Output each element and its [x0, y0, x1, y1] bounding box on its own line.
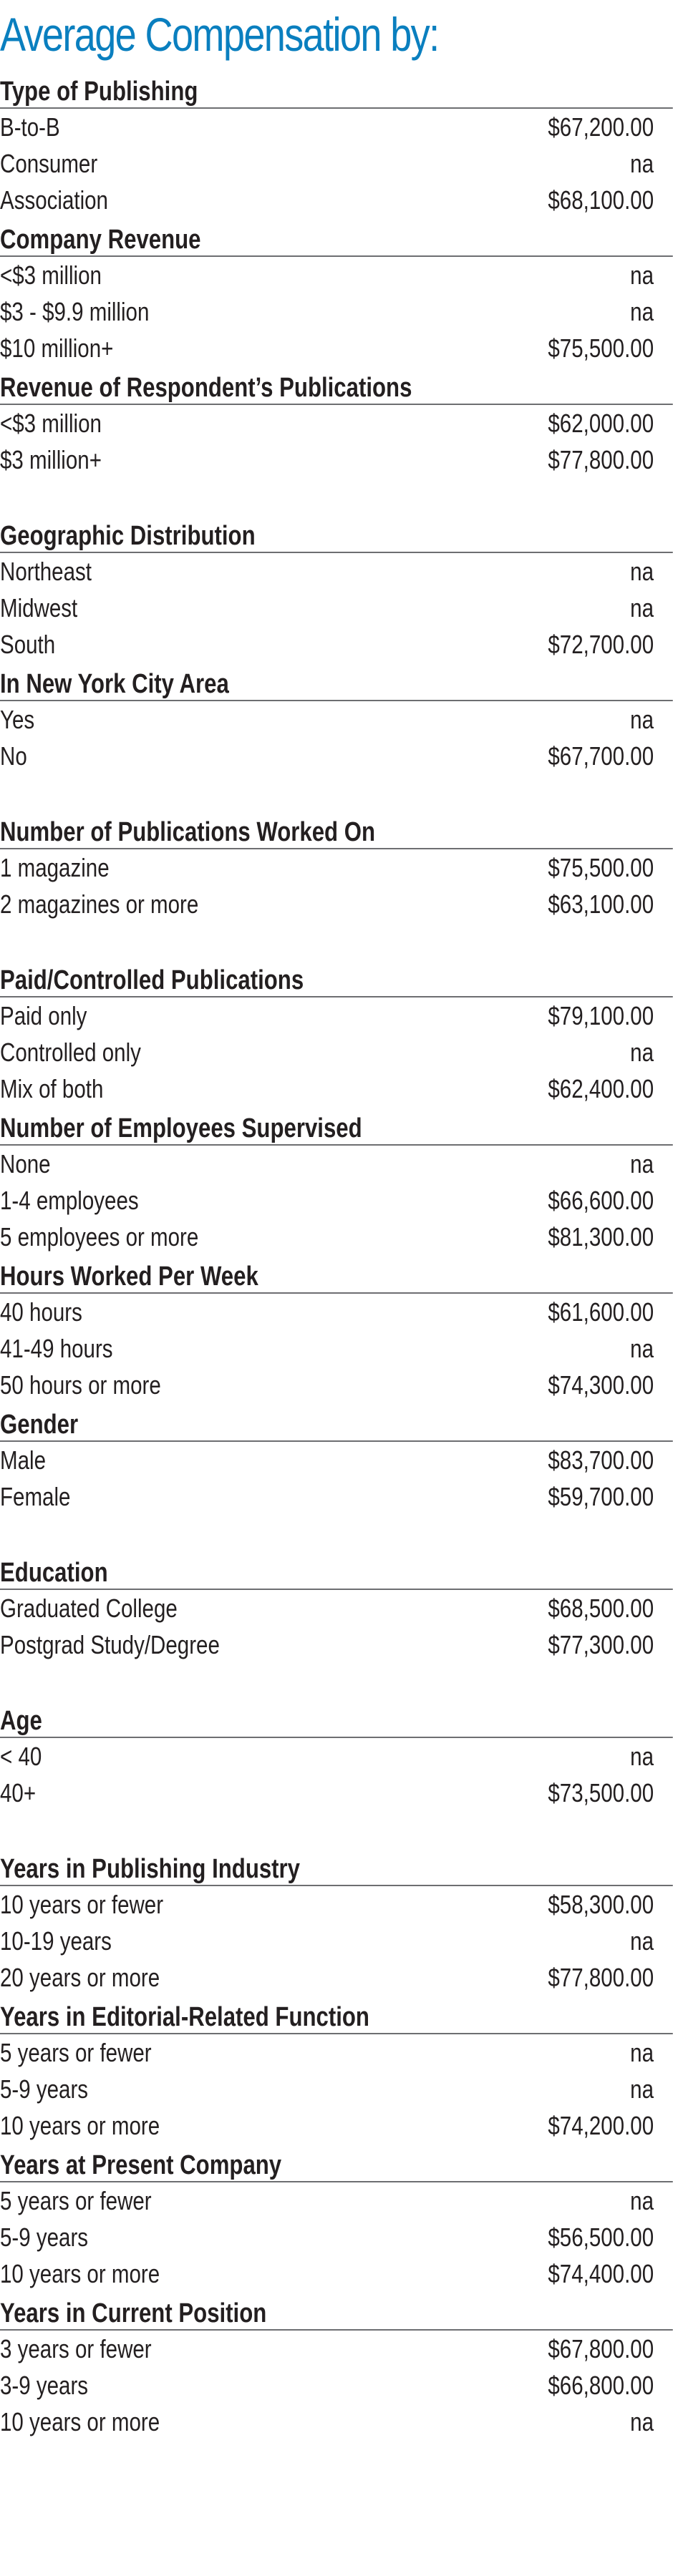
- section-heading: In New York City Area: [0, 667, 673, 701]
- row-label: 10 years or more: [0, 2259, 160, 2288]
- section-rows: [0, 1146, 673, 1255]
- table-row: [0, 109, 673, 145]
- row-label: 40 hours: [0, 1297, 82, 1327]
- table-row: [0, 2071, 673, 2107]
- section: [0, 1556, 673, 1704]
- row-value: $74,400.00: [548, 2259, 654, 2288]
- section: [0, 2296, 673, 2444]
- section-heading: Years in Current Position: [0, 2296, 673, 2331]
- section-heading: Years at Present Company: [0, 2148, 673, 2182]
- row-value: $58,300.00: [548, 1890, 654, 1919]
- section-rows: [0, 257, 673, 366]
- row-value: na: [630, 1038, 654, 1067]
- row-value: $67,800.00: [548, 2334, 654, 2363]
- table-row: [0, 2404, 673, 2440]
- row-value: na: [630, 297, 654, 326]
- row-label: 10 years or more: [0, 2111, 160, 2140]
- row-label: Paid only: [0, 1001, 87, 1030]
- section: [0, 223, 673, 371]
- row-label: Male: [0, 1445, 46, 1475]
- row-label: Mix of both: [0, 1074, 104, 1103]
- row-value: $75,500.00: [548, 333, 654, 363]
- section-rows: [0, 405, 673, 478]
- table-row: [0, 1923, 673, 1959]
- section: [0, 1111, 673, 1259]
- section: [0, 1852, 673, 2000]
- row-label: 10 years or fewer: [0, 1890, 164, 1919]
- table-row: [0, 1442, 673, 1478]
- row-value: $56,500.00: [548, 2223, 654, 2252]
- section: [0, 371, 673, 519]
- table-row: [0, 2182, 673, 2219]
- row-value: $74,200.00: [548, 2111, 654, 2140]
- row-value: na: [630, 2407, 654, 2436]
- table-row: [0, 997, 673, 1034]
- table-row: [0, 1146, 673, 1182]
- section-rows: [0, 2182, 673, 2292]
- page-title: Average Compensation by:: [0, 8, 439, 61]
- row-value: $63,100.00: [548, 889, 654, 919]
- section: [0, 2000, 673, 2148]
- row-value: na: [630, 149, 654, 178]
- table-row: [0, 2255, 673, 2292]
- table-row: [0, 330, 673, 366]
- row-label: No: [0, 741, 27, 771]
- section-rows: [0, 553, 673, 667]
- section: [0, 2148, 673, 2296]
- row-label: 40+: [0, 1778, 37, 1807]
- table-row: [0, 1182, 673, 1219]
- section-heading: Gender: [0, 1407, 673, 1442]
- row-label: 5 years or fewer: [0, 2186, 152, 2215]
- section: [0, 815, 673, 963]
- table-row: [0, 2219, 673, 2255]
- section-heading: Geographic Distribution: [0, 519, 673, 553]
- section-heading: Type of Publishing: [0, 74, 673, 109]
- row-value: $79,100.00: [548, 1001, 654, 1030]
- section-rows: [0, 2331, 673, 2440]
- row-value: $74,300.00: [548, 1370, 654, 1400]
- row-value: na: [630, 557, 654, 586]
- table-row: [0, 405, 673, 441]
- table-row: [0, 590, 673, 626]
- row-value: $77,800.00: [548, 445, 654, 474]
- section-rows: [0, 2034, 673, 2144]
- table-row: [0, 886, 673, 922]
- row-value: $73,500.00: [548, 1778, 654, 1807]
- row-value: $62,000.00: [548, 409, 654, 438]
- row-label: 5 years or fewer: [0, 2038, 152, 2067]
- row-label: Northeast: [0, 557, 92, 586]
- table-row: [0, 1886, 673, 1923]
- table-row: [0, 1034, 673, 1070]
- table-row: [0, 257, 673, 293]
- row-value: na: [630, 705, 654, 734]
- row-label: 3-9 years: [0, 2371, 89, 2400]
- row-label: 1-4 employees: [0, 1186, 139, 1215]
- section: [0, 1704, 673, 1852]
- table-row: [0, 1478, 673, 1515]
- row-value: $61,600.00: [548, 1297, 654, 1327]
- table-row: [0, 2331, 673, 2367]
- section-rows: [0, 1294, 673, 1403]
- row-label: Midwest: [0, 593, 78, 623]
- row-label: Postgrad Study/Degree: [0, 1630, 220, 1659]
- table-row: [0, 1590, 673, 1626]
- section-heading: Number of Publications Worked On: [0, 815, 673, 849]
- section-heading: Education: [0, 1556, 673, 1590]
- row-value: $67,700.00: [548, 741, 654, 771]
- table-row: [0, 1367, 673, 1403]
- row-value: $77,800.00: [548, 1963, 654, 1992]
- table-row: [0, 1070, 673, 1107]
- section: [0, 963, 673, 1111]
- section-heading: Number of Employees Supervised: [0, 1111, 673, 1146]
- row-label: 10 years or more: [0, 2407, 160, 2436]
- row-value: $68,100.00: [548, 185, 654, 215]
- table-row: [0, 1626, 673, 1663]
- row-label: 5-9 years: [0, 2074, 89, 2104]
- row-value: na: [630, 1926, 654, 1956]
- row-label: 5 employees or more: [0, 1222, 199, 1252]
- section-rows: [0, 1886, 673, 1996]
- row-value: na: [630, 2186, 654, 2215]
- row-value: na: [630, 1334, 654, 1363]
- section-rows: [0, 849, 673, 922]
- row-label: Female: [0, 1482, 71, 1511]
- section-heading: Revenue of Respondent’s Publications: [0, 371, 673, 405]
- row-label: $3 - $9.9 million: [0, 297, 150, 326]
- row-value: $62,400.00: [548, 1074, 654, 1103]
- row-label: $10 million+: [0, 333, 114, 363]
- table-row: [0, 2367, 673, 2404]
- row-value: na: [630, 1149, 654, 1179]
- row-label: B-to-B: [0, 112, 60, 142]
- section-heading: Age: [0, 1704, 673, 1738]
- row-label: None: [0, 1149, 51, 1179]
- section-rows: [0, 1590, 673, 1663]
- row-label: South: [0, 630, 56, 659]
- row-label: 41-49 hours: [0, 1334, 113, 1363]
- table-row: [0, 738, 673, 774]
- row-label: 3 years or fewer: [0, 2334, 152, 2363]
- table-row: [0, 1330, 673, 1367]
- row-value: na: [630, 2074, 654, 2104]
- row-label: Yes: [0, 705, 35, 734]
- table-row: [0, 1738, 673, 1775]
- row-label: 20 years or more: [0, 1963, 160, 1992]
- section-rows: [0, 109, 673, 218]
- table-row: [0, 145, 673, 182]
- row-value: $81,300.00: [548, 1222, 654, 1252]
- table-row: [0, 553, 673, 590]
- section-heading: Years in Publishing Industry: [0, 1852, 673, 1886]
- row-label: < 40: [0, 1742, 42, 1771]
- row-label: 2 magazines or more: [0, 889, 199, 919]
- section-heading: Company Revenue: [0, 223, 673, 257]
- section-heading: Hours Worked Per Week: [0, 1259, 673, 1294]
- section-rows: [0, 1442, 673, 1515]
- row-value: $83,700.00: [548, 1445, 654, 1475]
- section: [0, 1407, 673, 1556]
- row-value: $66,800.00: [548, 2371, 654, 2400]
- row-value: $72,700.00: [548, 630, 654, 659]
- row-label: 5-9 years: [0, 2223, 89, 2252]
- table-row: [0, 701, 673, 738]
- section: [0, 667, 673, 815]
- table-row: [0, 182, 673, 218]
- row-value: $67,200.00: [548, 112, 654, 142]
- row-label: $3 million+: [0, 445, 102, 474]
- row-value: na: [630, 260, 654, 290]
- row-value: na: [630, 2038, 654, 2067]
- row-label: <$3 million: [0, 260, 102, 290]
- table-row: [0, 1775, 673, 1811]
- table-row: [0, 441, 673, 478]
- table-row: [0, 2034, 673, 2071]
- sections-list: [0, 74, 673, 2444]
- row-label: Association: [0, 185, 108, 215]
- section: [0, 74, 673, 223]
- table-row: [0, 1219, 673, 1255]
- row-value: $77,300.00: [548, 1630, 654, 1659]
- row-value: na: [630, 593, 654, 623]
- table-row: [0, 2107, 673, 2144]
- row-label: <$3 million: [0, 409, 102, 438]
- row-value: $68,500.00: [548, 1594, 654, 1623]
- section-rows: [0, 1738, 673, 1811]
- section: [0, 519, 673, 667]
- table-row: [0, 1959, 673, 1996]
- table-row: [0, 849, 673, 886]
- row-value: $59,700.00: [548, 1482, 654, 1511]
- table-row: [0, 293, 673, 330]
- row-label: 1 magazine: [0, 853, 110, 882]
- section-rows: [0, 701, 673, 774]
- row-label: 50 hours or more: [0, 1370, 161, 1400]
- table-row: [0, 1294, 673, 1330]
- table-row: [0, 626, 673, 663]
- row-label: Controlled only: [0, 1038, 141, 1067]
- row-value: $75,500.00: [548, 853, 654, 882]
- row-label: Graduated College: [0, 1594, 178, 1623]
- row-label: 10-19 years: [0, 1926, 112, 1956]
- row-label: Consumer: [0, 149, 98, 178]
- section-heading: Years in Editorial-Related Function: [0, 2000, 673, 2034]
- section-heading: Paid/Controlled Publications: [0, 963, 673, 997]
- row-value: $66,600.00: [548, 1186, 654, 1215]
- section-rows: [0, 997, 673, 1107]
- section: [0, 1259, 673, 1407]
- row-value: na: [630, 1742, 654, 1771]
